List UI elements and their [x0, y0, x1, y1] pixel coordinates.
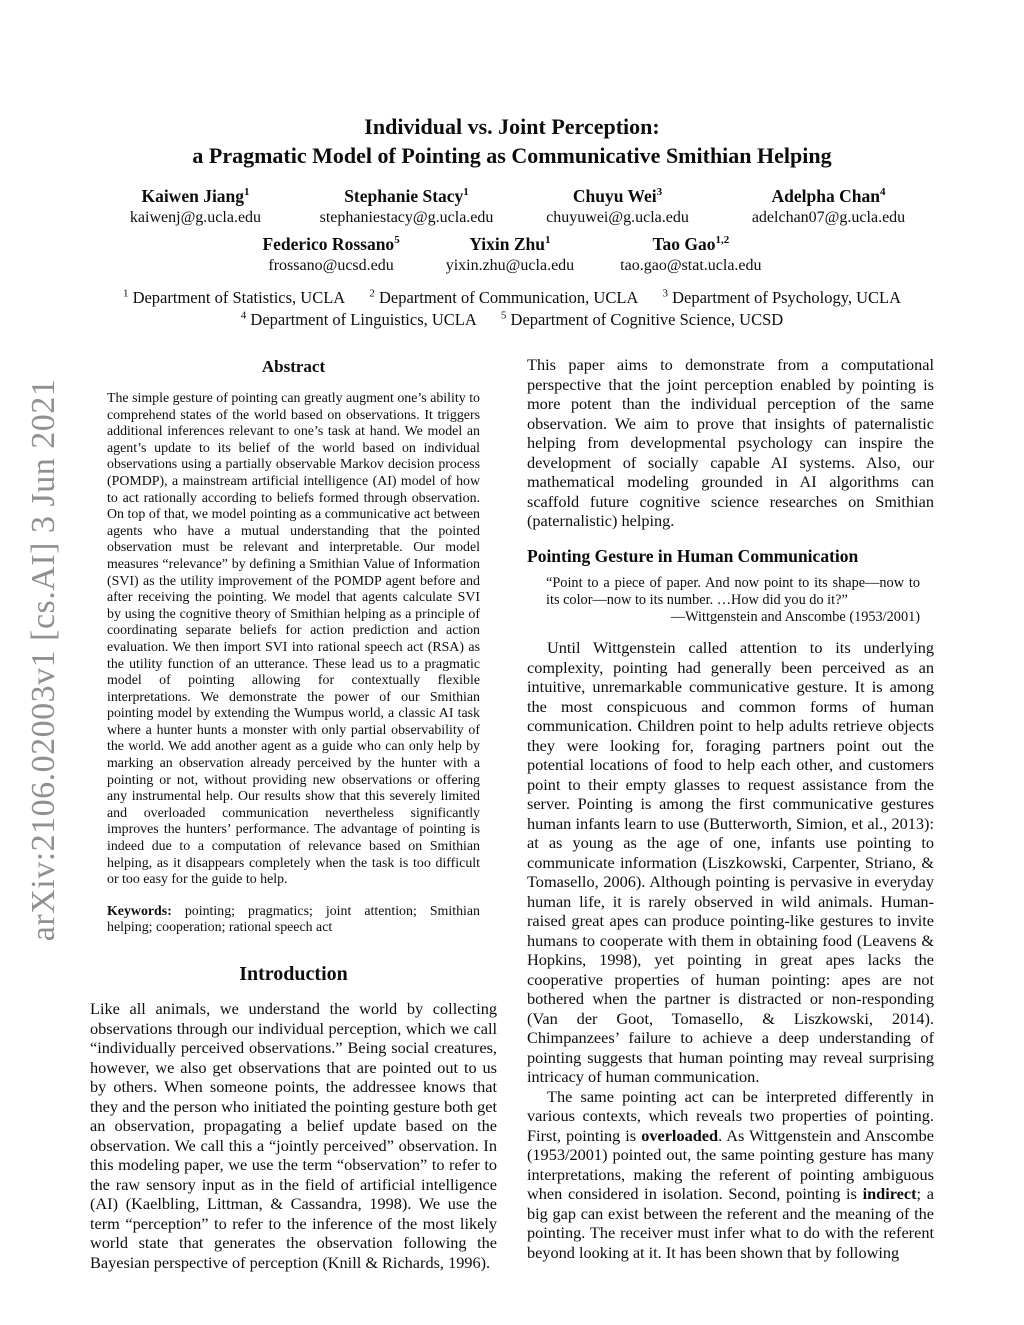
two-column-body	[90, 355, 934, 1272]
pointing-properties-paragraph: The same pointing act can be interpreted differently in various contexts, which reveals two properties of pointing. First, pointing is overloaded. As Wittgenstein and Anscombe (1953/2001) pointed out, the same pointing gesture has many interpretations, making the referent of pointing ambiguous when considered in isolation. Second, pointing is indirect; a big gap can exist between the referent and the meaning of the pointing. The receiver must infer what to do with the referent beyond looking at it. It has been shown that by following	[527, 1086, 934, 1262]
author-affiliation-superscript: 5	[394, 234, 400, 247]
title-line-2: a Pragmatic Model of Pointing as Communicative Smithian Helping	[192, 143, 832, 168]
affiliation-superscript: 2	[369, 287, 375, 300]
abstract-heading: Abstract	[261, 357, 326, 376]
affiliation-superscript: 1	[122, 287, 129, 300]
affiliation-text: Department of Statistics, UCLA	[132, 288, 346, 307]
title-line-1: Individual vs. Joint Perception:	[364, 114, 660, 139]
author-name: Stephanie Stacy	[344, 186, 464, 206]
affiliation-text: Department of Linguistics, UCLA	[250, 309, 477, 329]
affiliations-line-1	[90, 287, 934, 309]
author-name: Yixin Zhu	[469, 234, 546, 254]
author-email: adelchan07@g.ucla.edu	[751, 209, 906, 226]
quote-text: “Point to a piece of paper. And now point to its shape—now to its color—now to its number. …How did you do it?”	[546, 574, 920, 608]
author-name: Kaiwen Jiang	[141, 186, 245, 206]
keywords	[107, 904, 480, 937]
author-block	[90, 185, 301, 228]
author-block	[446, 233, 574, 276]
author-name: Chuyu Wei	[572, 186, 657, 206]
author-name: Tao Gao	[652, 234, 716, 254]
author-affiliation-superscript: 1,2	[715, 234, 730, 247]
arxiv-watermark: arXiv:2106.02003v1 [cs.AI] 3 Jun 2021	[25, 378, 62, 942]
author-affiliation-superscript: 1	[463, 186, 469, 199]
affiliation-superscript: 4	[240, 309, 247, 321]
affiliation-text: Department of Communication, UCLA	[378, 288, 639, 307]
affiliation-text: Department of Psychology, UCLA	[672, 288, 902, 307]
paper-header	[90, 112, 934, 330]
paper-title	[90, 112, 934, 170]
author-email: chuyuwei@g.ucla.edu	[546, 209, 689, 226]
author-block	[512, 185, 723, 228]
aims-paragraph: This paper aims to demonstrate from a computational perspective that the joint perception enabled by pointing is more potent than the individual perception of the same observation. We aim to prove that insights of paternalistic helping from developmental psychology can inspire the development of socially capable AI systems. Also, our mathematical modeling grounded in AI algorithms can scaffold future cognitive science researches on Smithian (paternalistic) helping.	[527, 355, 934, 530]
author-email: yixin.zhu@ucla.edu	[445, 257, 575, 274]
author-name: Adelpha Chan	[771, 186, 880, 206]
author-name: Federico Rossano	[262, 234, 395, 254]
author-email: stephaniestacy@g.ucla.edu	[319, 209, 494, 226]
affiliations	[90, 287, 934, 330]
authors-row-1	[90, 185, 934, 228]
introduction-heading: Introduction	[239, 963, 348, 985]
author-block	[620, 233, 761, 276]
affiliation-superscript: 3	[662, 287, 668, 300]
authors-row-2	[90, 233, 934, 276]
author-affiliation-superscript: 4	[879, 186, 886, 199]
author-email: kaiwenj@g.ucla.edu	[129, 209, 262, 226]
epigraph-quote	[546, 575, 920, 627]
pointing-history-paragraph: Until Wittgenstein called attention to its underlying complexity, pointing had generally been perceived as an intuitive, unremarkable communicative gesture. It is among the most conspicuous and common forms of human communication. Children point to help adults retrieve objects they were looking for, foraging partners point out the potential locations of food to help each other, and customers point to their empty glasses to request assistance from the server. Pointing is among the first communicative gestures human infants learn to use (Butterworth, Simion, et al., 2013): at as young as the age of one, infants use pointing to communicate information (Liszkowski, Carpenter, Striano, & Tomasello, 2006). Although pointing is pervasive in everyday human life, it is rarely observed in wild animals. Human-raised great apes can produce pointing-like gestures to invite humans to cooperate with them in obtaining food (Leavens & Hopkins, 1998), yet pointing in great apes lacks the cooperative properties of human pointing: apes are not bothered when the partner is distracted or non-responding (Van der Goot, Tomasello, & Liszkowski, 2014). Chimpanzees’ failure to achieve a deep understanding of pointing suggests that human pointing may reveal surprising intricacy of human communication.	[527, 638, 934, 1087]
author-block	[301, 185, 512, 228]
author-affiliation-superscript: 1	[545, 234, 551, 247]
keywords-text: pointing; pragmatics; joint attention; Smithian helping; cooperation; rational speech act	[107, 903, 480, 936]
abstract-text: The simple gesture of pointing can greatly augment one’s ability to comprehend states of the world based on observations. It triggers additional inferences relevant to one’s task at hand. We model an agent’s update to its belief of the world based on individual observations using a partially observable Markov decision process (POMDP), a mainstream artificial intelligence (AI) model of how to act rationally according to beliefs formed through observation. On top of that, we model pointing as a communicative act between agents who have a mutual understanding that the pointed observation must be relevant and interpretable. Our model measures “relevance” by defining a Smithian Value of Information (SVI) as the utility improvement of the POMDP agent before and after receiving the pointing. We model that agents calculate SVI by using the cognitive theory of Smithian helping as a principle of coordinating separate beliefs for action prediction and action evaluation. We then import SVI into rational speech act (RSA) as the utility function of an utterance. These lead us to a pragmatic model of pointing allowing for contextually flexible interpretations. We demonstrate the power of our Smithian pointing model by extending the Wumpus world, a classic AI task where a hunter hunts a monster with only partial observability of the world. We add another agent as a guide who can only help by marking an observation already perceived by the hunter with a pointing or not, without providing new observations or offering any instrumental help. Our results show that this severely limited and overloaded communication nevertheless significantly improves the hunters’ performance. The advantage of pointing is indeed due to a computation of relevance based on Smithian helping, as it disappears completely when the task is too difficult or too easy for the guide to help.	[107, 391, 480, 888]
keywords-label: Keywords:	[107, 903, 172, 919]
affiliation-superscript: 5	[500, 309, 507, 321]
author-email: frossano@ucsd.edu	[268, 257, 394, 274]
quote-attribution: —Wittgenstein and Anscombe (1953/2001)	[670, 608, 920, 625]
author-block	[262, 233, 399, 276]
author-email: tao.gao@stat.ucla.edu	[620, 257, 762, 274]
author-affiliation-superscript: 1	[244, 186, 250, 199]
right-column	[527, 355, 934, 1272]
author-affiliation-superscript: 3	[656, 186, 663, 199]
introduction-paragraph: Like all animals, we understand the world by collecting observations through our individual perception, which we call “individually perceived observations.” Being social creatures, however, we also get observations that are pointed out to us by others. When someone points, the addressee knows that they and the person who initiated the pointing gesture both get an observation, propagating a belief update based on the observation. We call this a “jointly perceived” observation. In this modeling paper, we use the term “observation” to refer to the raw sensory input as in the field of artificial intelligence (AI) (Kaelbling, Littman, & Cassandra, 1998). We use the term “perception” to refer to the inference of the most likely world state that generates the observation following the Bayesian perspective of perception (Knill & Richards, 1996).	[90, 999, 497, 1272]
affiliations-line-2	[90, 309, 934, 331]
section-heading-pointing-gesture: Pointing Gesture in Human Communication	[527, 545, 859, 566]
author-block	[723, 185, 934, 228]
left-column	[90, 355, 497, 1272]
affiliation-text: Department of Cognitive Science, UCSD	[510, 309, 784, 329]
